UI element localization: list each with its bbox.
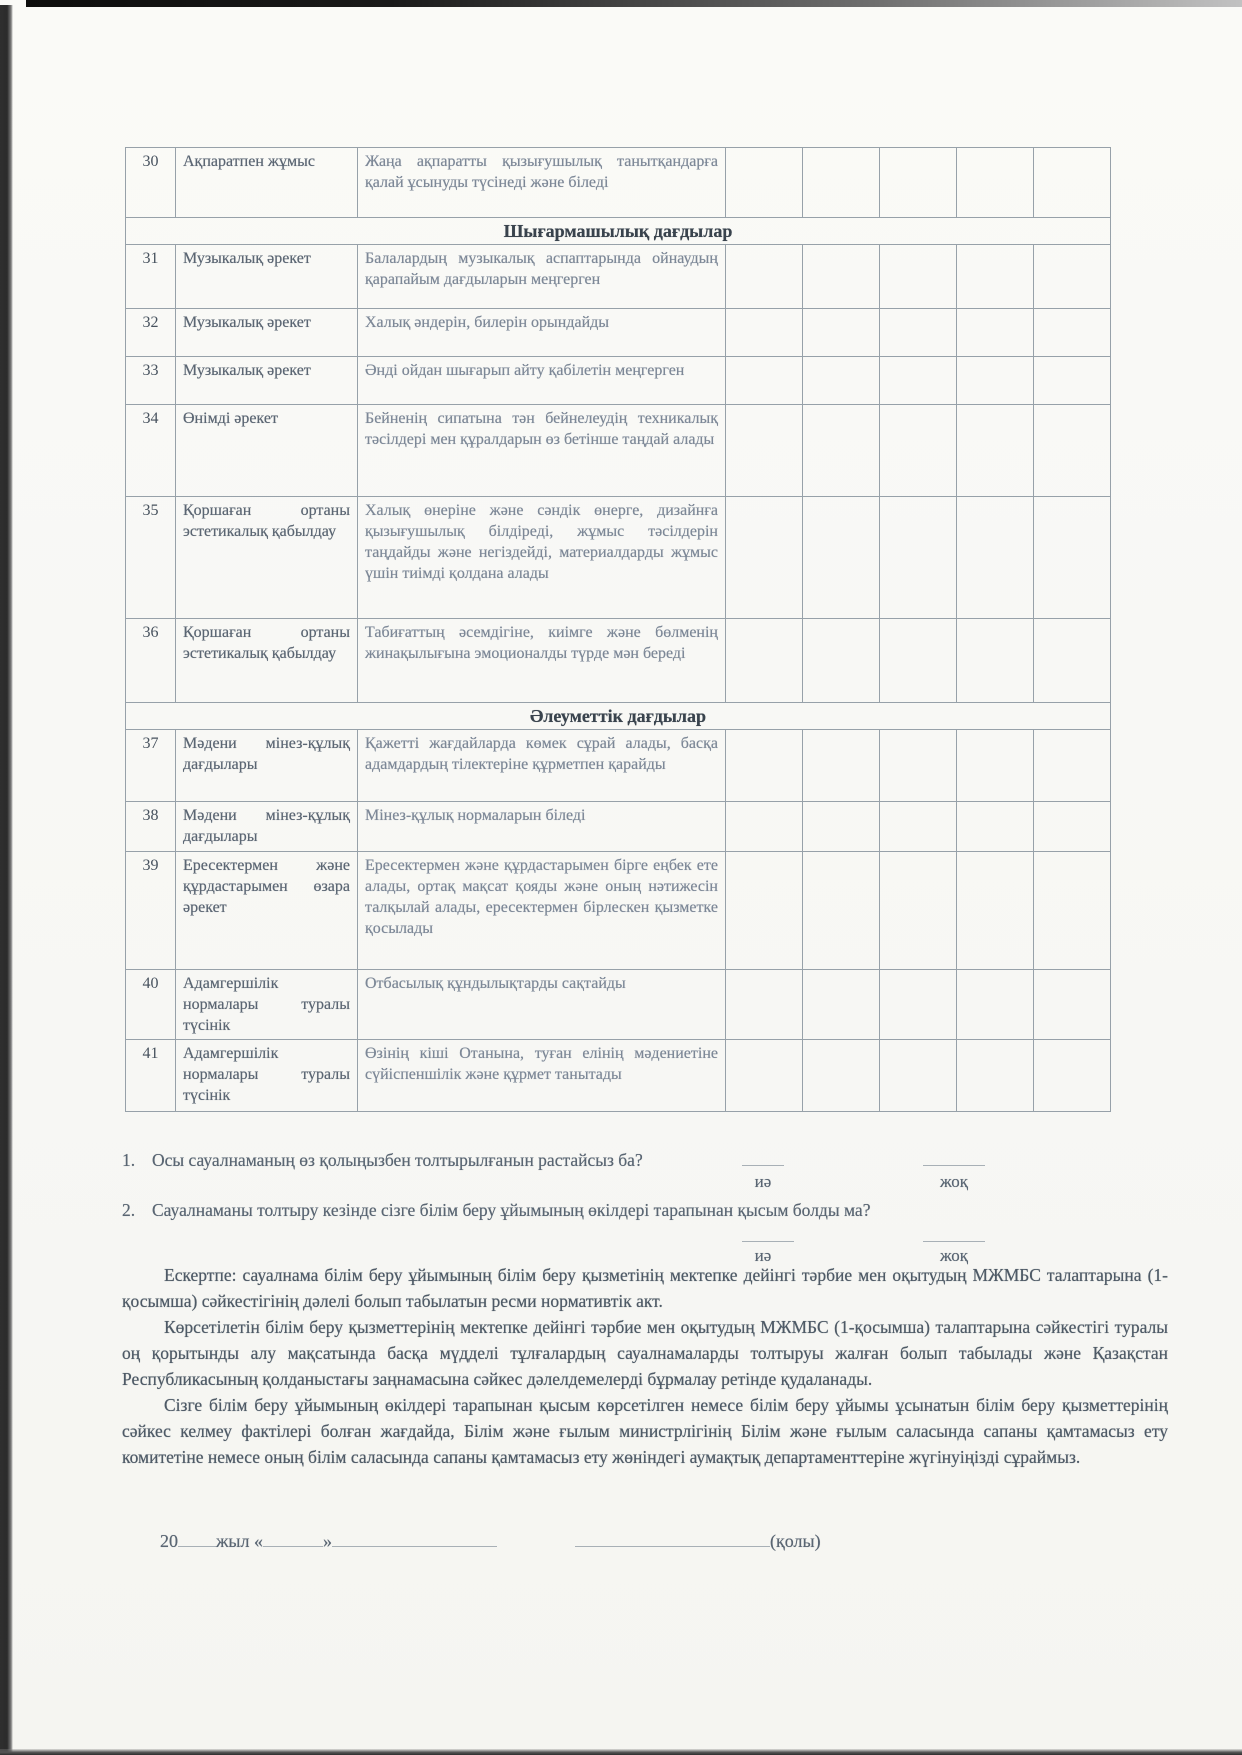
answer-cell — [880, 1040, 957, 1112]
row-number: 36 — [126, 619, 176, 703]
answer-underline — [923, 1226, 985, 1242]
skill-area: Ақпаратпен жұмыс — [176, 148, 358, 218]
skill-description: Әнді ойдан шығарып айту қабілетін меңгерген — [358, 357, 726, 405]
answer-cell — [880, 309, 957, 357]
row-number: 32 — [126, 309, 176, 357]
row-number: 34 — [126, 405, 176, 497]
answer-cell — [880, 497, 957, 619]
skill-area: Ересектермен және құрдастарымен өзара әрекет — [176, 852, 358, 970]
notes-block — [122, 1262, 1168, 1470]
row-number: 39 — [126, 852, 176, 970]
skill-description: Табиғаттың әсемдігіне, киімге және бөлменің жинақылығына эмоционалды түрде мән береді — [358, 619, 726, 703]
answer-cell — [803, 148, 880, 218]
question-text: Осы сауалнаманың өз қолыңызбен толтырылғанын растайсыз ба? — [152, 1150, 643, 1170]
skill-area: Адамгершілік нормалары туралы түсінік — [176, 970, 358, 1040]
close-quote: » — [323, 1531, 333, 1551]
answer-cell — [726, 1040, 803, 1112]
no-label: жоқ — [939, 1172, 969, 1191]
answer-cell — [726, 802, 803, 852]
answer-cell — [957, 148, 1034, 218]
answer-cell — [880, 802, 957, 852]
row-number: 30 — [126, 148, 176, 218]
answer-cell — [726, 852, 803, 970]
answer-cell — [726, 619, 803, 703]
blank-underline — [263, 1532, 323, 1547]
skill-description: Балалардың музыкалық аспаптарында ойнаудың қарапайым дағдыларын меңгерген — [358, 245, 726, 309]
question-number: 2. — [122, 1200, 136, 1220]
answer-cell — [880, 970, 957, 1040]
date-signature-line — [160, 1531, 821, 1552]
skill-area: Өнімді әрекет — [176, 405, 358, 497]
answer-cell — [803, 405, 880, 497]
row-number: 40 — [126, 970, 176, 1040]
answer-cell — [1034, 619, 1111, 703]
skill-description: Жаңа ақпаратты қызығушылық танытқандарға қалай ұсынуды түсінеді және біледі — [358, 148, 726, 218]
answer-cell — [803, 1040, 880, 1112]
table-row — [126, 245, 1111, 309]
answer-cell — [726, 245, 803, 309]
table-row — [126, 802, 1111, 852]
skill-area: Музыкалық әрекет — [176, 309, 358, 357]
skill-description: Қажетті жағдайларда көмек сұрай алады, басқа адамдардың тілектеріне құрметпен қарайды — [358, 730, 726, 802]
answer-cell — [1034, 1040, 1111, 1112]
table-row — [126, 148, 1111, 218]
answer-cell — [803, 309, 880, 357]
table-row — [126, 497, 1111, 619]
table-row — [126, 619, 1111, 703]
answer-cell — [803, 970, 880, 1040]
answer-underline — [742, 1150, 784, 1166]
answer-cell — [957, 970, 1034, 1040]
yes-label: иә — [754, 1172, 772, 1191]
answer-cell — [957, 405, 1034, 497]
table-row — [126, 405, 1111, 497]
section-header-row — [126, 703, 1111, 730]
skill-area: Мәдени мінез-құлық дағдылары — [176, 802, 358, 852]
skill-area: Адамгершілік нормалары туралы түсінік — [176, 1040, 358, 1112]
row-number: 31 — [126, 245, 176, 309]
answer-cell — [726, 357, 803, 405]
row-number: 37 — [126, 730, 176, 802]
signature-underline — [575, 1532, 770, 1547]
skill-description: Ересектермен және құрдастарымен бірге еңбек ете алады, ортақ мақсат қояды және оның нәтижесін талқылай алады, ересектермен бірлескен қызметке қосылады — [358, 852, 726, 970]
note-paragraph: Ескертпе: сауалнама білім беру ұйымының білім беру қызметінің мектепке дейінгі тәрбие мен оқытудың МЖМБС талаптарына (1-қосымша) сәйкестігінің дәлелі болып табылатын ресми нормативтік акт. — [122, 1265, 1168, 1311]
answer-cell — [957, 245, 1034, 309]
question-number: 1. — [122, 1150, 136, 1170]
answer-cell — [880, 245, 957, 309]
blank-underline — [178, 1532, 216, 1547]
table-row — [126, 309, 1111, 357]
row-number: 33 — [126, 357, 176, 405]
answer-cell — [803, 802, 880, 852]
skill-description: Отбасылық құндылықтарды сақтайды — [358, 970, 726, 1040]
skill-description: Бейненің сипатына тән бейнелеудің техникалық тәсілдері мен құралдарын өз бетінше таңдай алады — [358, 405, 726, 497]
answer-underline — [923, 1150, 985, 1166]
answer-cell — [803, 619, 880, 703]
signature-label: (қолы) — [770, 1531, 821, 1551]
question-item — [122, 1150, 1042, 1171]
answer-cell — [957, 619, 1034, 703]
skill-area: Музыкалық әрекет — [176, 357, 358, 405]
scan-bottom-edge — [0, 1749, 1242, 1755]
question-item — [122, 1200, 1042, 1221]
answer-underline — [742, 1226, 794, 1242]
row-number: 41 — [126, 1040, 176, 1112]
answer-cell — [880, 852, 957, 970]
answer-cell — [1034, 405, 1111, 497]
answer-cell — [880, 405, 957, 497]
answer-cell — [1034, 245, 1111, 309]
assessment-table — [125, 147, 1111, 1112]
answer-cell — [1034, 852, 1111, 970]
answer-cell — [1034, 309, 1111, 357]
answer-cell — [957, 309, 1034, 357]
no-label: жоқ — [939, 1246, 969, 1265]
answer-cell — [726, 970, 803, 1040]
answer-cell — [1034, 730, 1111, 802]
answer-cell — [957, 1040, 1034, 1112]
answer-cell — [1034, 802, 1111, 852]
row-number: 35 — [126, 497, 176, 619]
answer-cell — [880, 148, 957, 218]
answer-cell — [957, 357, 1034, 405]
section-title: Әлеуметтік дағдылар — [126, 703, 1111, 730]
answer-cell — [880, 357, 957, 405]
answer-cell — [803, 357, 880, 405]
table-row — [126, 852, 1111, 970]
skill-description: Мінез-құлық нормаларын біледі — [358, 802, 726, 852]
table-row — [126, 357, 1111, 405]
answer-cell — [1034, 148, 1111, 218]
blank-underline — [332, 1532, 497, 1547]
table-row — [126, 730, 1111, 802]
answer-cell — [1034, 497, 1111, 619]
answer-cell — [1034, 357, 1111, 405]
skill-area: Қоршаған ортаны эстетикалық қабылдау — [176, 619, 358, 703]
answer-cell — [880, 730, 957, 802]
skill-description: Халық өнеріне және сәндік өнерге, дизайнға қызығушылық білдіреді, жұмыс тәсілдерін таңдайды және негіздейді, материалдарды жұмыс үшін тиімді қолдана алады — [358, 497, 726, 619]
note-paragraph: Көрсетілетін білім беру қызметтерінің мектепке дейінгі тәрбие мен оқытудың МЖМБС (1-қосымша) талаптарына сәйкестігі туралы оң қорытынды алу мақсатында басқа мүдделі тұлғалардың сауалнамаларды толтыруы жалған болып табылады және Қазақстан Республикасының қолданыстағы заңнамасына сәйкес дәлелдемелерді бұрмалау ретінде қудаланады. — [122, 1317, 1168, 1389]
answer-cell — [726, 497, 803, 619]
answer-cell — [803, 730, 880, 802]
table-row — [126, 970, 1111, 1040]
row-number: 38 — [126, 802, 176, 852]
yes-label: иә — [754, 1246, 772, 1265]
scan-left-edge — [0, 5, 13, 1755]
answer-cell — [957, 730, 1034, 802]
section-header-row — [126, 218, 1111, 245]
answer-cell — [726, 405, 803, 497]
answer-cell — [957, 802, 1034, 852]
open-quote: « — [254, 1531, 264, 1551]
skill-description: Халық әндерін, билерін орындайды — [358, 309, 726, 357]
answer-cell — [803, 852, 880, 970]
answer-cell — [803, 245, 880, 309]
answer-cell — [726, 309, 803, 357]
year-prefix: 20 — [160, 1531, 178, 1551]
section-title: Шығармашылық дағдылар — [126, 218, 1111, 245]
answer-cell — [957, 852, 1034, 970]
skill-area: Қоршаған ортаны эстетикалық қабылдау — [176, 497, 358, 619]
year-word: жыл — [216, 1531, 250, 1551]
scan-top-edge — [26, 0, 1242, 7]
skill-description: Өзінің кіші Отанына, туған елінің мәдениетіне сүйіспеншілік және құрмет танытады — [358, 1040, 726, 1112]
answer-cell — [1034, 970, 1111, 1040]
note-paragraph: Сізге білім беру ұйымының өкілдері тарапынан қысым көрсетілген немесе білім беру ұйымы ұсынатын білім беру қызметтерінің сәйкес келмеу фактілері болған жағдайда, Білім және ғылым министрлігінің Білім және ғылым саласында сапаны қамтамасыз ету комитетіне немесе оның білім саласында сапаны қамтамасыз ету жөніндегі аумақтық департаменттеріне жүгінуіңізді сұраймыз. — [122, 1395, 1168, 1467]
question-text: Сауалнаманы толтыру кезінде сізге білім беру ұйымының өкілдері тарапынан қысым болды ма? — [152, 1200, 871, 1220]
answer-cell — [957, 497, 1034, 619]
answer-cell — [726, 148, 803, 218]
answer-cell — [880, 619, 957, 703]
skill-area: Мәдени мінез-құлық дағдылары — [176, 730, 358, 802]
skill-area: Музыкалық әрекет — [176, 245, 358, 309]
answer-cell — [726, 730, 803, 802]
answer-cell — [803, 497, 880, 619]
table-row — [126, 1040, 1111, 1112]
